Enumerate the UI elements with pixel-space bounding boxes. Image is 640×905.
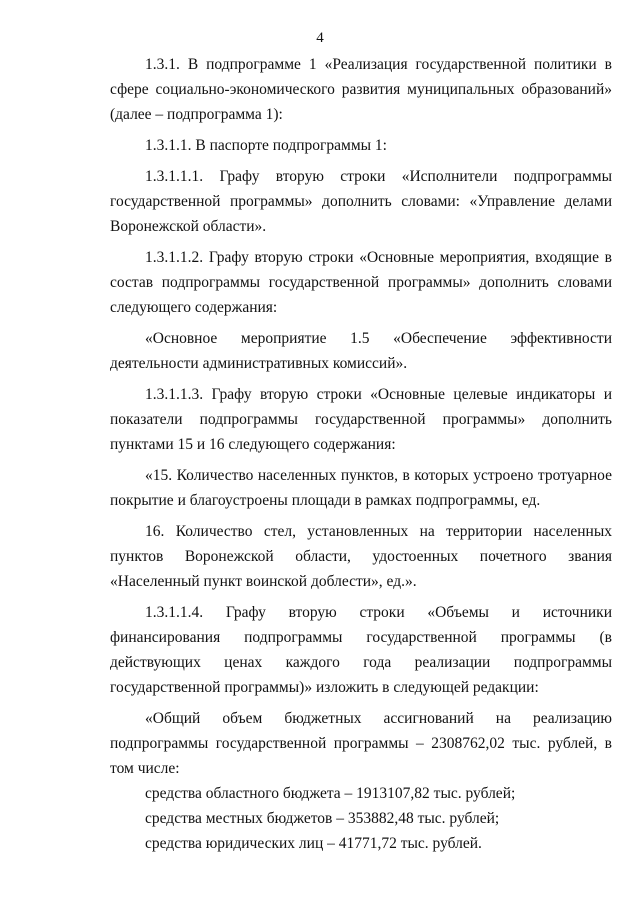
document-body — [110, 52, 612, 856]
paragraph-regional-budget: средства областного бюджета – 1913107,82 тыс. рублей; — [145, 785, 516, 802]
paragraph-1-3-1: 1.3.1. В подпрограмме 1 «Реализация государственной политики в сфере социально-экономического развития муниципальных образований» (далее – подпрограмма 1): — [110, 56, 612, 123]
page-number: 4 — [316, 30, 324, 46]
paragraph-local-budgets: средства местных бюджетов – 353882,48 тыс. рублей; — [145, 810, 500, 827]
paragraph-item-16: 16. Количество стел, установленных на территории населенных пунктов Воронежской области, удостоенных почетного звания «Населенный пункт воинской доблести», ед.». — [110, 523, 612, 590]
paragraph-1-3-1-1: 1.3.1.1. В паспорте подпрограммы 1: — [145, 137, 387, 154]
paragraph-1-3-1-1-2: 1.3.1.1.2. Графу вторую строки «Основные мероприятия, входящие в состав подпрограммы государственной программы» дополнить словами следующего содержания: — [110, 249, 612, 316]
paragraph-total-funding: «Общий объем бюджетных ассигнований на реализацию подпрограммы государственной программы – 2308762,02 тыс. рублей, в том числе: — [110, 710, 612, 777]
paragraph-legal-entities: средства юридических лиц – 41771,72 тыс. рублей. — [145, 835, 482, 852]
paragraph-item-15: «15. Количество населенных пунктов, в которых устроено тротуарное покрытие и благоустроены площади в рамках подпрограммы, ед. — [110, 467, 612, 509]
paragraph-1-3-1-1-4: 1.3.1.1.4. Графу вторую строки «Объемы и источники финансирования подпрограммы государственной программы (в действующих ценах каждого года реализации подпрограммы государственной программы)» изложить в следующей редакции: — [110, 604, 612, 696]
paragraph-main-event-1-5: «Основное мероприятие 1.5 «Обеспечение эффективности деятельности административных комиссий». — [110, 330, 612, 372]
paragraph-1-3-1-1-3: 1.3.1.1.3. Графу вторую строки «Основные целевые индикаторы и показатели подпрограммы государственной программы» дополнить пунктами 15 и 16 следующего содержания: — [110, 386, 612, 453]
paragraph-1-3-1-1-1: 1.3.1.1.1. Графу вторую строки «Исполнители подпрограммы государственной программы» дополнить словами: «Управление делами Воронежской области». — [110, 168, 612, 235]
